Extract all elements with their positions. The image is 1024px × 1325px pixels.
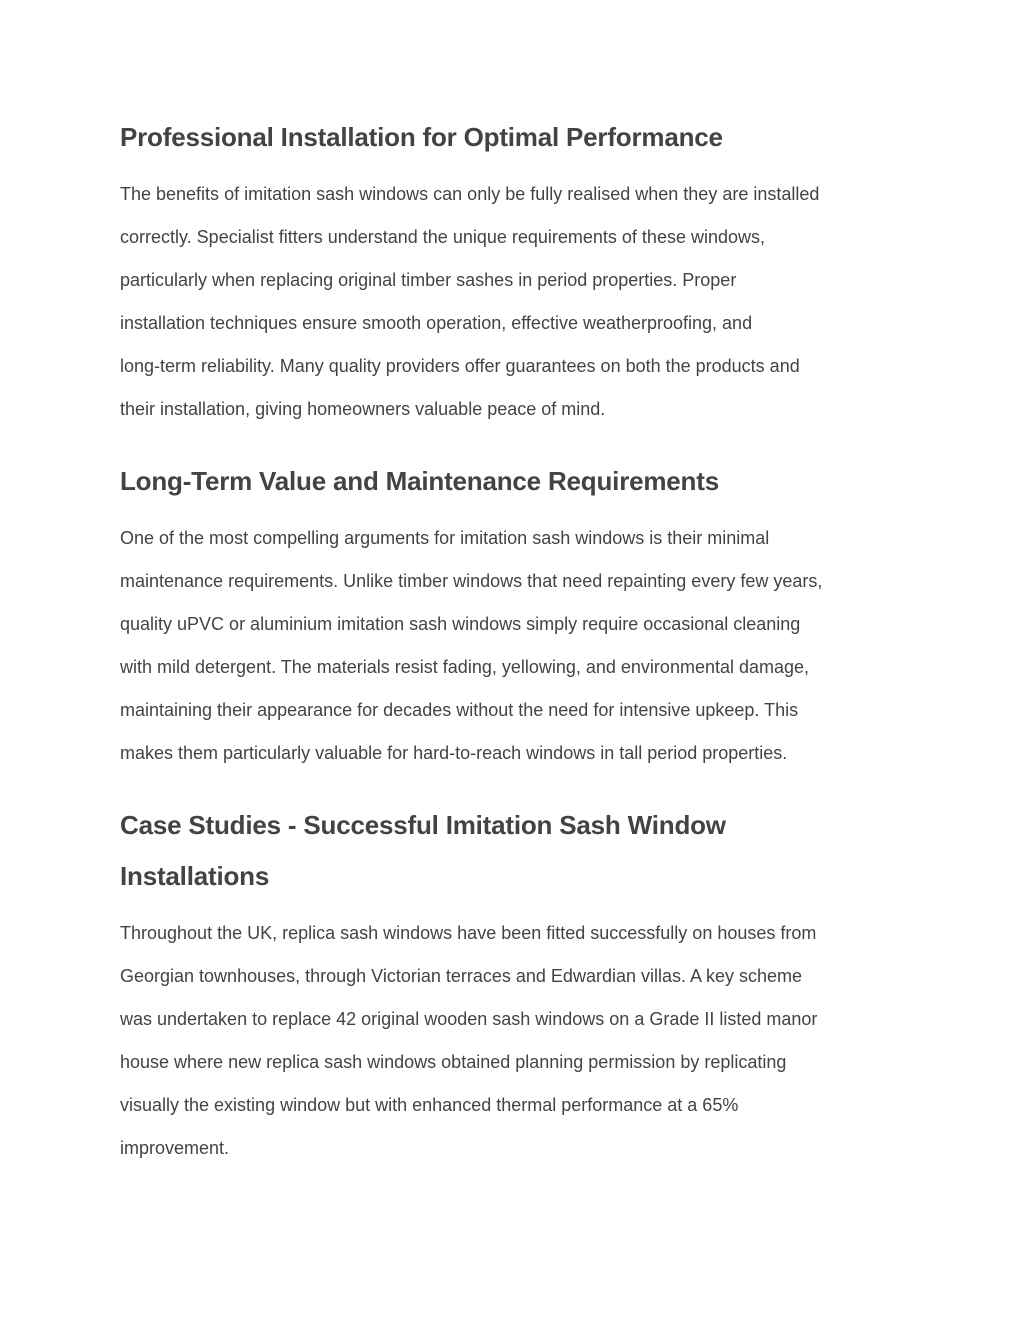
section-heading-case-studies xyxy=(120,800,910,902)
paragraph-line: was undertaken to replace 42 original wooden sash windows on a Grade II listed manor xyxy=(120,1009,818,1029)
paragraph-line: visually the existing window but with enhanced thermal performance at a 65% xyxy=(120,1095,739,1115)
paragraph-line: Georgian townhouses, through Victorian terraces and Edwardian villas. A key scheme xyxy=(120,966,803,986)
paragraph-line: long-term reliability. Many quality providers offer guarantees on both the products and xyxy=(120,356,800,376)
paragraph-line: with mild detergent. The materials resist fading, yellowing, and environmental damage, xyxy=(120,657,810,677)
section-paragraph-long-term-value xyxy=(120,517,910,775)
document-page xyxy=(120,112,910,1170)
paragraph-line: improvement. xyxy=(120,1138,230,1158)
paragraph-line: One of the most compelling arguments for imitation sash windows is their minimal xyxy=(120,528,770,548)
paragraph-line: their installation, giving homeowners valuable peace of mind. xyxy=(120,399,606,419)
paragraph-line: correctly. Specialist fitters understand the unique requirements of these windows, xyxy=(120,227,765,247)
paragraph-line: installation techniques ensure smooth operation, effective weatherproofing, and xyxy=(120,313,753,333)
paragraph-line: particularly when replacing original timber sashes in period properties. Proper xyxy=(120,270,737,290)
paragraph-line: Throughout the UK, replica sash windows have been fitted successfully on houses from xyxy=(120,923,817,943)
heading-line: Case Studies - Successful Imitation Sash Window xyxy=(120,810,726,840)
paragraph-line: maintaining their appearance for decades without the need for intensive upkeep. This xyxy=(120,700,799,720)
heading-line: Installations xyxy=(120,861,270,891)
section-heading-professional-installation: Professional Installation for Optimal Performance xyxy=(120,122,723,152)
section-paragraph-case-studies xyxy=(120,912,910,1170)
section-heading-long-term-value: Long-Term Value and Maintenance Requirements xyxy=(120,466,719,496)
section-paragraph-professional-installation xyxy=(120,173,910,431)
paragraph-line: house where new replica sash windows obtained planning permission by replicating xyxy=(120,1052,787,1072)
paragraph-line: maintenance requirements. Unlike timber windows that need repainting every few years, xyxy=(120,571,823,591)
paragraph-line: quality uPVC or aluminium imitation sash windows simply require occasional cleaning xyxy=(120,614,801,634)
paragraph-line: The benefits of imitation sash windows can only be fully realised when they are installed xyxy=(120,184,820,204)
paragraph-line: makes them particularly valuable for hard-to-reach windows in tall period properties. xyxy=(120,743,788,763)
